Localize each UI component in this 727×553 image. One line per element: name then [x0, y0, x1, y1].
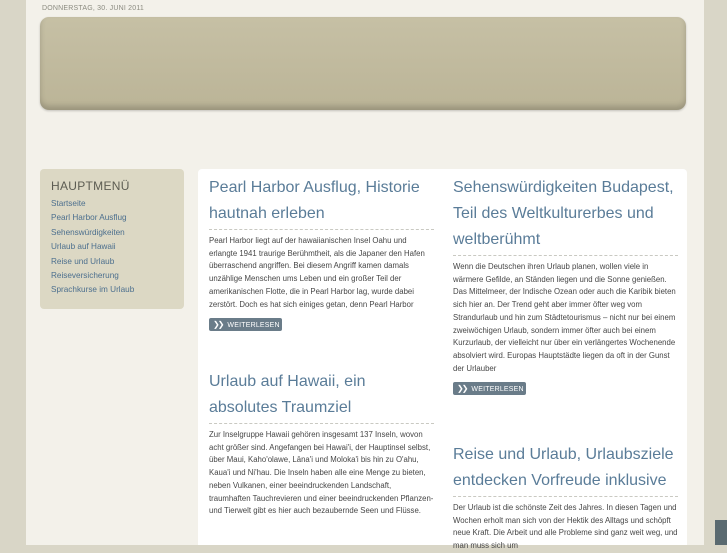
menu-item-sehenswuerdigkeiten[interactable]: Sehenswürdigkeiten: [51, 227, 125, 237]
main-menu: [40, 169, 184, 309]
read-more-label: WEITERLESEN: [471, 386, 524, 394]
menu-item-urlaub-hawaii[interactable]: Urlaub auf Hawaii: [51, 242, 116, 252]
menu-item-reise-urlaub[interactable]: Reise und Urlaub: [51, 256, 115, 266]
read-more-label: WEITERLESEN: [227, 322, 280, 330]
content-area: [198, 169, 687, 551]
read-more-button[interactable]: [453, 382, 526, 395]
post-reise-urlaub: [453, 442, 678, 553]
main-menu-title: HAUPTMENÜ: [51, 179, 130, 193]
double-chevron-right-icon: ❯❯: [457, 384, 467, 394]
post-title[interactable]: Reise und Urlaub, Urlaubsziele entdecken Vorfreude inklusive: [453, 446, 674, 489]
post-body: Der Urlaub ist die schönste Zeit des Jahres. In diesen Tagen und Wochen erholt man sich von der Hektik des Alltags und schöpft neue Kraft. Die Arbeit und alle Probleme sind ganz weit weg, und man muss sich um: [453, 503, 678, 551]
double-chevron-right-icon: ❯❯: [213, 320, 223, 330]
date-line: DONNERSTAG, 30. JUNI 2011: [42, 5, 144, 12]
scrollbar-thumb[interactable]: [715, 520, 727, 545]
post-title[interactable]: Sehenswürdigkeiten Budapest, Teil des Weltkulturerbes und weltberühmt: [453, 179, 674, 248]
title-divider: [453, 255, 678, 256]
menu-item-startseite[interactable]: Startseite: [51, 199, 86, 208]
post-hawaii: [209, 369, 434, 518]
post-body: Pearl Harbor liegt auf der hawaiianischen Insel Oahu und erlangte 1941 traurige Berühmtheit, als die Japaner den Hafen überraschend angriffen. Bei diesem Angriff kamen damals unzählige Menschen ums Leben und ein großer Teil der amerikanischen Flotte, die in Pearl Harbor lag, wurde dabei zerstört. Doch es hat sich einiges getan, denn Pearl Harbor: [209, 236, 425, 309]
header-banner: [40, 17, 686, 110]
menu-item-reiseversicherung[interactable]: Reiseversicherung: [51, 270, 119, 280]
title-divider: [209, 229, 434, 230]
title-divider: [453, 496, 678, 497]
read-more-button[interactable]: [209, 318, 282, 331]
post-title[interactable]: Urlaub auf Hawaii, ein absolutes Traumziel: [209, 373, 366, 416]
title-divider: [209, 423, 434, 424]
post-body: Wenn die Deutschen ihren Urlaub planen, wollen viele in wärmere Gefilde, an Ständen liegen und die Sonne genießen. Das Mittelmeer, der Indische Ozean oder auch die Karibik bieten sich hier an. Der Trend geht aber immer öfter weg vom Strandurlaub und hin zum Städtetourismus – nicht nur bei einem zweiwöchigen Urlaub, sondern immer öfter auch bei einem Kurzurlaub, der vielleicht nur über ein verlängertes Wochenende absolviert wird. Europas Hauptstädte liegen da oft in der Gunst der Urlauber: [453, 262, 676, 373]
menu-item-sprachkurse[interactable]: Sprachkurse im Urlaub: [51, 285, 135, 295]
post-title[interactable]: Pearl Harbor Ausflug, Historie hautnah erleben: [209, 179, 420, 222]
page: [26, 0, 704, 551]
post-budapest: [453, 175, 678, 396]
post-pearl-harbor: [209, 175, 434, 332]
menu-item-pearl-harbor[interactable]: Pearl Harbor Ausflug: [51, 213, 127, 223]
post-body: Zur Inselgruppe Hawaii gehören insgesamt 137 Inseln, wovon acht größer sind. Angefangen bei Hawai'i, der Hauptinsel selbst, über Maui, Kaho'olawe, Lāna'i und Moloka'i bis hin zu O'ahu, Kaua'i und Ni'hau. Die Inseln haben alle eine Menge zu bieten, neben Vulkanen, einer beeindruckenden Landschaft, traumhaften Tauchrevieren und einer beeindruckenden Pflanzen- und Tierwelt gibt es hier auch bezaubernde Seen und Flüsse.: [209, 430, 434, 516]
